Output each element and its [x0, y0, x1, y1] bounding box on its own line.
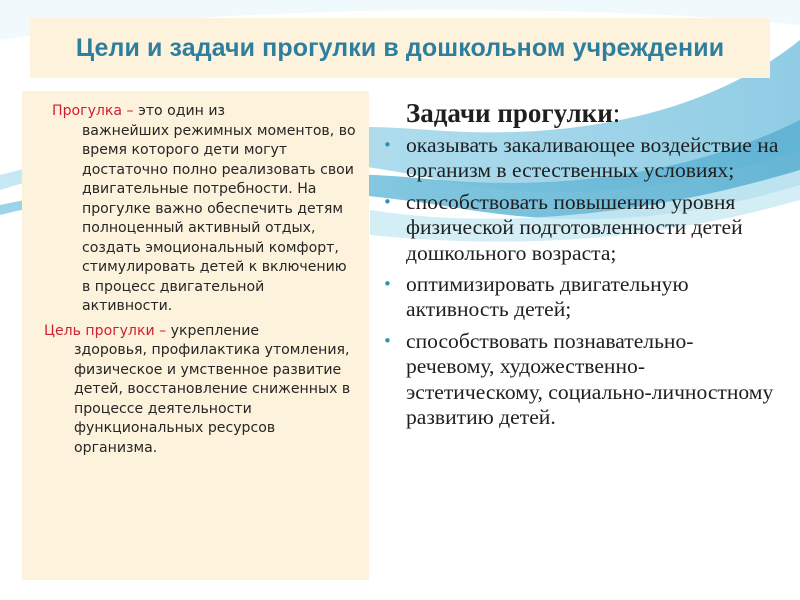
bullet-icon: •: [383, 192, 392, 211]
bullet-icon: •: [383, 275, 392, 294]
task-text: оптимизировать двигательную активность детей;: [406, 272, 689, 322]
tasks-heading: [380, 95, 780, 131]
walk-term: Прогулка: [52, 103, 123, 119]
task-text: способствовать повышению уровня физической подготовленности детей дошкольного возраста;: [406, 189, 743, 265]
task-item: [380, 329, 780, 431]
task-text: оказывать закаливающее воздействие на организм в естественных условиях;: [406, 133, 779, 183]
slide-title: Цели и задачи прогулки в дошкольном учреждении: [75, 33, 725, 62]
task-item: [380, 133, 780, 184]
goal-dash: –: [154, 322, 171, 339]
walk-tasks-panel: [380, 95, 780, 555]
bullet-icon: •: [383, 331, 392, 350]
tasks-heading-text: Задачи прогулки: [406, 98, 613, 128]
walk-first-line: это один из: [138, 103, 226, 119]
goal-body: здоровья, профилактика утомления, физическое и умственное развитие детей, восстановление сниженных в процессе деятельности функциональных ресурсов организма.: [74, 342, 351, 456]
goal-first-line: укрепление: [170, 322, 260, 339]
task-item: [380, 190, 780, 266]
walk-body: важнейших режимных моментов, во время которого дети могут достаточно полно реализовать свои двигательные потребности. На прогулке важно обеспечить детям полноценный активный отдых, создать эмоциональный комфорт, стимулировать детей к включению в процесс двигательной активности.: [82, 122, 356, 314]
bullet-icon: •: [383, 136, 392, 154]
walk-definition-paragraph: [52, 102, 357, 317]
title-box: [30, 18, 770, 78]
tasks-heading-colon: :: [612, 98, 621, 128]
task-text: способствовать познавательно-речевому, художественно-эстетическому, социально-личностному развитию детей.: [406, 328, 774, 430]
goal-term: Цель прогулки: [44, 322, 155, 339]
walk-dash: –: [122, 103, 139, 119]
task-item: [380, 272, 780, 323]
walk-goal-paragraph: [44, 322, 357, 459]
walk-definition-panel: [22, 91, 369, 580]
tasks-list: [380, 133, 780, 430]
